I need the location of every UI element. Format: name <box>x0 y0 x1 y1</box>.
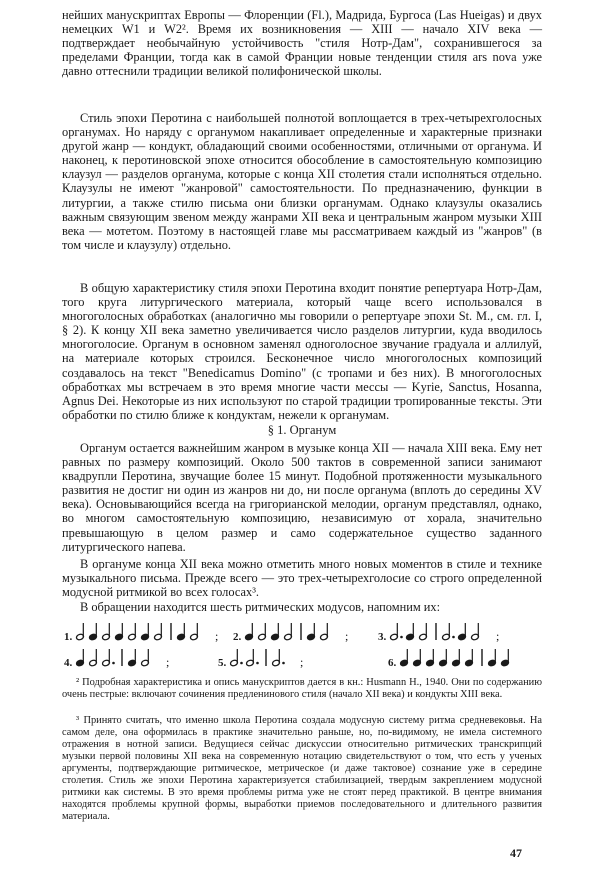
note-quarter <box>245 623 254 641</box>
note-dotted-half <box>102 649 115 667</box>
note-half <box>471 623 480 641</box>
section-heading: § 1. Органум <box>267 423 337 437</box>
note-half <box>284 623 293 641</box>
note-quarter <box>452 649 461 667</box>
note-quarter <box>400 649 409 667</box>
note-quarter <box>89 623 98 641</box>
note-half <box>419 623 428 641</box>
mode-separator: ; <box>215 629 219 643</box>
note-dotted-half <box>246 649 259 667</box>
note-half <box>320 623 329 641</box>
footnote-2: ² Подробная характеристика и опись манускриптов дается в кн.: Husmann H., 1940. Они по содержанию очень пестрые: включают сочинения предленинового стиля (начало XII века) и кондукты XIII века. <box>62 677 542 700</box>
mode-label: 6. <box>388 657 397 669</box>
note-quarter <box>76 649 85 667</box>
paragraph-perotin-style: Стиль эпохи Перотина с наибольшей полнотой воплощается в трех-четырехголосных органумах. Но наряду с органумом накапливает определенные и характерные признаки другой жанр — кондукт, обладающий своими особенностями, отличными от органума. И наконец, к перотиновской эпохе относится обособление в самостоятельную композицию клаузул — разделов органума, которые с конца XII столетия стали исполняться отдельно. Клаузулы не имеют "жанровой" самостоятельности. По предназначению, функции в литургии, а также стилю письма они близки органумам. Однако клаузулы оказались важным связующим звеном между жанрами XII века и центральным жанром музыки XIII века — мотетом. Поэтому в настоящей главе мы рассматриваем каждый из "жанров" (в том числе и клаузулу) отдельно. <box>62 111 542 252</box>
paragraph-six-modes: В обращении находится шесть ритмических модусов, напомним их: <box>80 600 441 614</box>
mode-separator: ; <box>496 629 500 643</box>
note-quarter <box>413 649 422 667</box>
note-half <box>154 623 163 641</box>
note-quarter <box>177 623 186 641</box>
note-half <box>258 623 267 641</box>
note-half <box>141 649 150 667</box>
note-quarter <box>271 623 280 641</box>
note-dotted-half <box>442 623 455 641</box>
note-half <box>190 623 199 641</box>
note-quarter <box>426 649 435 667</box>
mode-label: 1. <box>64 631 73 643</box>
note-quarter <box>458 623 467 641</box>
mode-label: 5. <box>218 657 227 669</box>
note-quarter <box>141 623 150 641</box>
note-dotted-half <box>272 649 285 667</box>
note-quarter <box>465 649 474 667</box>
note-quarter <box>439 649 448 667</box>
note-quarter <box>488 649 497 667</box>
mode-separator: ; <box>345 629 349 643</box>
paragraph-new-moments: В органуме конца XII века можно отметить много новых моментов в стиле и технике музыкального письма. Прежде всего — это трех-четырехголосие со строго определенной модусной ритмикой во всех голосах³. <box>62 557 542 600</box>
footnote-3: ³ Принято считать, что именно школа Перотина создала модусную систему ритма средневековья. На самом деле, она оформилась в практике значительно раньше, но, по-видимому, не имела системного отражения в нотной записи. Ведущиеся сейчас дискуссии относительно ритмических транскрипций музыки первой половины XII века на современную нотацию свидетельствуют о том, что есть у ученых аргументы, подтверждающие ритмическое, метрическое (и даже тактовое) сознание уже в середине столетия. Стиль же эпохи Перотина характеризуется стабилизацией, твердым закреплением модусной ритмики как системы. В это время проблемы ритма уже не стоят перед практикой. В центре внимания находятся проблемы крупной формы, выработки приемов последовательного и длительного развития материала. <box>62 715 542 822</box>
paragraph-organum: Органум остается важнейшим жанром в музыке конца XII — начала XIII века. Ему нет равных по размеру композиций. Около 500 тактов в современной записи занимают квадрупли Перотина, звучащие более 15 минут. Подобной протяженности музыкального развития не достиг ни один из жанров ни до, ни после органума (вплоть до середины XV века). Основывающийся всегда на григорианской мелодии, органум представлял, однако, во многом самостоятельную композицию, независимую от хорала, значительно превышающую в целом размер и само содержательное существо заданного литургического напева. <box>62 441 542 554</box>
note-half <box>76 623 85 641</box>
note-dotted-half <box>390 623 403 641</box>
note-quarter <box>128 649 137 667</box>
mode-separator: ; <box>166 655 170 669</box>
note-half <box>128 623 137 641</box>
mode-label: 4. <box>64 657 73 669</box>
note-half <box>102 623 111 641</box>
mode-label: 2. <box>233 631 242 643</box>
note-quarter <box>406 623 415 641</box>
note-half <box>89 649 98 667</box>
paragraph-manuscripts: нейших манускриптах Европы — Флоренции (Fl.), Мадрида, Бургоса (Las Hueigas) и двух немецких W1 и W2². Время их возникновения — XIII — начало XIV века — подтверждает необычайную устойчивость "стиля Нотр-Дам", сохранившегося за пределами Франции, тогда как в самой Франции новые тенденции стиля ars nova уже давно оттеснили традиции великой полифонической школы. <box>62 8 542 79</box>
rhythmic-modes-figure <box>58 621 548 673</box>
note-quarter <box>115 623 124 641</box>
paragraph-notre-dame-repertoire: В общую характеристику стиля эпохи Перотина входит понятие репертуара Нотр-Дам, того круга литургического материала, который чаще всего использовался в многоголосных обработках (аналогично мы говорили о репертуаре эпохи St. M., см. гл. I, § 2). К концу XII века заметно увеличивается число разделов литургии, куда вводилось многоголосие. Органум в основном заменял одноголосное звучание градуала и аллилуй, на материале которых строился. Бесконечное число многоголосных композиций создавалось на текст "Benedicamus Domino" (с тропами и без них). В многоголосных обработках мы встречаем в это время многие части мессы — Kyrie, Sanctus, Hosanna, Agnus Dei. Некоторые из них используют по старой традиции тропированные тексты. Эти обработки по стилю ближе к кондуктам, нежели к органумам. <box>62 281 542 422</box>
note-quarter <box>307 623 316 641</box>
mode-separator: ; <box>300 655 304 669</box>
mode-label: 3. <box>378 631 387 643</box>
page-number: 47 <box>510 846 522 860</box>
note-quarter <box>501 649 510 667</box>
note-dotted-half <box>230 649 243 667</box>
